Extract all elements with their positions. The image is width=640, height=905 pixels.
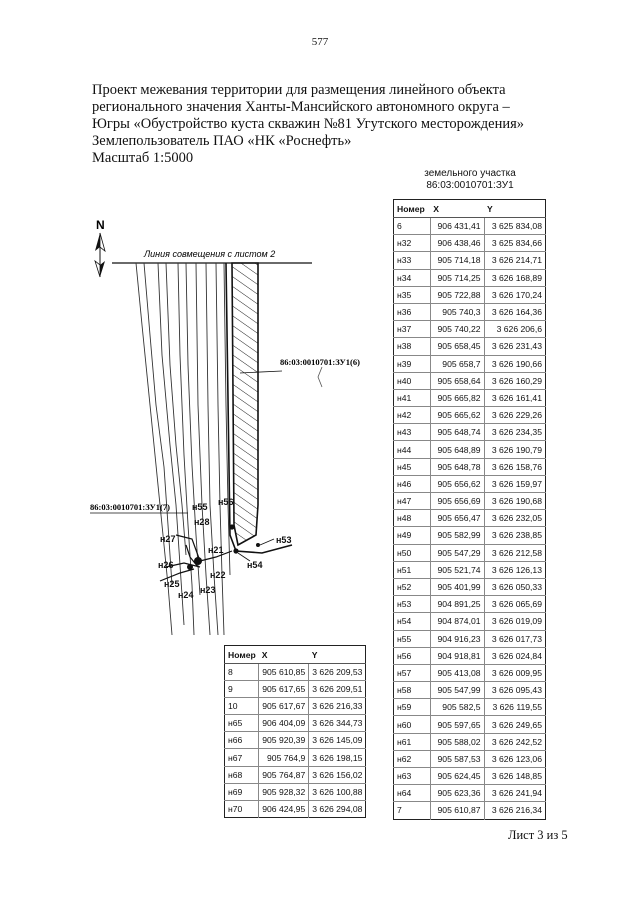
coord-x: 905 722,88 <box>430 286 484 303</box>
point-number: н47 <box>394 493 431 510</box>
coord-x: 905 764,9 <box>259 749 309 766</box>
coord-y: 3 626 148,85 <box>484 768 545 785</box>
point-number: н55 <box>394 630 431 647</box>
coord-y: 3 626 050,33 <box>484 578 545 595</box>
coord-y: 3 626 209,51 <box>309 681 366 698</box>
table-row <box>394 269 546 286</box>
coord-x: 904 874,01 <box>430 613 484 630</box>
table-row <box>394 372 546 389</box>
coord-x: 905 587,53 <box>430 750 484 767</box>
point-number: н69 <box>225 783 259 800</box>
table-row <box>394 596 546 613</box>
coord-x: 906 438,46 <box>430 235 484 252</box>
coord-y: 3 626 216,33 <box>309 698 366 715</box>
point-number: н70 <box>225 800 259 817</box>
coord-x: 904 916,23 <box>430 630 484 647</box>
coord-x: 904 891,25 <box>430 596 484 613</box>
coord-y: 3 626 170,24 <box>484 286 545 303</box>
coord-y: 3 626 145,09 <box>309 732 366 749</box>
coord-y: 3 625 834,66 <box>484 235 545 252</box>
coord-y: 3 626 160,29 <box>484 372 545 389</box>
coord-y: 3 626 242,52 <box>484 733 545 750</box>
table-row <box>394 475 546 492</box>
coord-y: 3 626 126,13 <box>484 561 545 578</box>
table-row <box>394 355 546 372</box>
point-number: н58 <box>394 682 431 699</box>
point-number: н59 <box>394 699 431 716</box>
point-number: н54 <box>394 613 431 630</box>
coord-y: 3 626 159,97 <box>484 475 545 492</box>
land-user-line: Землепользователь ПАО «НК «Роснефть» <box>92 133 352 149</box>
point-number: н53 <box>394 596 431 613</box>
coord-y: 3 626 238,85 <box>484 527 545 544</box>
point-number: н42 <box>394 407 431 424</box>
coord-y: 3 626 123,06 <box>484 750 545 767</box>
coord-x: 905 582,99 <box>430 527 484 544</box>
north-label: N <box>96 218 105 232</box>
coord-x: 905 714,25 <box>430 269 484 286</box>
coord-x: 905 656,62 <box>430 475 484 492</box>
point-number: н46 <box>394 475 431 492</box>
title-line: Проект межевания территории для размещения линейного объекта <box>92 82 506 98</box>
coord-x: 905 401,99 <box>430 578 484 595</box>
table-row <box>394 768 546 785</box>
point-number: н67 <box>225 749 259 766</box>
table-row <box>394 252 546 269</box>
table-row <box>394 407 546 424</box>
coord-y: 3 626 009,95 <box>484 664 545 681</box>
table-row <box>394 716 546 733</box>
main-coordinates-table <box>393 199 546 820</box>
coord-x: 905 920,39 <box>259 732 309 749</box>
coord-y: 3 626 214,71 <box>484 252 545 269</box>
coord-y: 3 626 119,55 <box>484 699 545 716</box>
point-label: н27 <box>160 534 176 544</box>
point-number: 7 <box>394 802 431 819</box>
coord-x: 905 658,64 <box>430 372 484 389</box>
point-number: 6 <box>394 218 431 235</box>
point-number: н36 <box>394 303 431 320</box>
coord-y: 3 625 834,08 <box>484 218 545 235</box>
table-row <box>394 578 546 595</box>
point-number: н33 <box>394 252 431 269</box>
table-row <box>225 732 366 749</box>
coord-x: 905 648,89 <box>430 441 484 458</box>
table-row <box>394 527 546 544</box>
table-row <box>394 458 546 475</box>
coord-y: 3 626 190,68 <box>484 493 545 510</box>
point-number: н51 <box>394 561 431 578</box>
coord-y: 3 626 216,34 <box>484 802 545 819</box>
point-number: н38 <box>394 338 431 355</box>
coord-y: 3 626 232,05 <box>484 510 545 527</box>
table-row <box>394 493 546 510</box>
coord-x: 905 617,65 <box>259 681 309 698</box>
table-header-row <box>394 200 546 218</box>
coord-x: 905 547,99 <box>430 682 484 699</box>
coord-x: 905 665,62 <box>430 407 484 424</box>
cadastral-map <box>60 205 370 645</box>
point-number: н48 <box>394 510 431 527</box>
table-row <box>394 321 546 338</box>
point-number: 8 <box>225 664 259 681</box>
parcel-label-7: 86:03:0010701:ЗУ1(7) <box>90 502 170 512</box>
coord-y: 3 626 198,15 <box>309 749 366 766</box>
page-number: 577 <box>311 36 329 48</box>
scale-line: Масштаб 1:5000 <box>92 150 194 166</box>
coord-y: 3 626 249,65 <box>484 716 545 733</box>
table-header-row <box>225 646 366 664</box>
point-number: н32 <box>394 235 431 252</box>
coord-x: 905 656,69 <box>430 493 484 510</box>
coord-y: 3 626 100,88 <box>309 783 366 800</box>
extra-coordinates-table <box>224 645 366 818</box>
coord-x: 906 431,41 <box>430 218 484 235</box>
header-x: X <box>259 646 309 664</box>
point-number: н41 <box>394 389 431 406</box>
point-number: н43 <box>394 424 431 441</box>
point-number: н64 <box>394 785 431 802</box>
point-number: н45 <box>394 458 431 475</box>
coord-x: 905 582,5 <box>430 699 484 716</box>
table-row <box>394 785 546 802</box>
table-row <box>394 424 546 441</box>
table-row <box>394 338 546 355</box>
header-x: X <box>430 200 484 218</box>
point-number: н57 <box>394 664 431 681</box>
point-number: н56 <box>394 647 431 664</box>
coord-x: 905 658,45 <box>430 338 484 355</box>
parcel-caption-line: земельного участка <box>424 168 516 179</box>
coord-x: 905 617,67 <box>259 698 309 715</box>
coord-x: 905 547,29 <box>430 544 484 561</box>
point-number: н66 <box>225 732 259 749</box>
coord-x: 905 610,87 <box>430 802 484 819</box>
point-number: н37 <box>394 321 431 338</box>
point-label: н24 <box>178 590 194 600</box>
table-row <box>394 802 546 819</box>
point-label: н54 <box>247 560 263 570</box>
point-number: н39 <box>394 355 431 372</box>
coord-x: 906 424,95 <box>259 800 309 817</box>
point-number: н60 <box>394 716 431 733</box>
point-label: н22 <box>210 570 226 580</box>
coord-x: 904 918,81 <box>430 647 484 664</box>
north-arrow-icon <box>95 233 105 277</box>
coord-y: 3 626 229,26 <box>484 407 545 424</box>
coord-y: 3 626 190,79 <box>484 441 545 458</box>
coord-x: 905 764,87 <box>259 766 309 783</box>
coord-y: 3 626 241,94 <box>484 785 545 802</box>
point-number: н63 <box>394 768 431 785</box>
sheet-footer: Лист 3 из 5 <box>508 828 568 842</box>
coord-x: 905 624,45 <box>430 768 484 785</box>
point-number: н50 <box>394 544 431 561</box>
coord-x: 905 740,22 <box>430 321 484 338</box>
coord-y: 3 626 017,73 <box>484 630 545 647</box>
table-row <box>394 664 546 681</box>
coord-y: 3 626 234,35 <box>484 424 545 441</box>
coord-x: 905 928,32 <box>259 783 309 800</box>
coord-x: 905 665,82 <box>430 389 484 406</box>
point-label: н55 <box>192 502 208 512</box>
parcel-caption-line: 86:03:0010701:ЗУ1 <box>426 180 514 191</box>
coord-y: 3 626 161,41 <box>484 389 545 406</box>
coord-y: 3 626 158,76 <box>484 458 545 475</box>
table-row <box>394 510 546 527</box>
point-label: н56 <box>218 497 234 507</box>
point-number: н68 <box>225 766 259 783</box>
point-label: н25 <box>164 579 180 589</box>
table-row <box>394 699 546 716</box>
point-number: н44 <box>394 441 431 458</box>
table-row <box>394 682 546 699</box>
coord-y: 3 626 168,89 <box>484 269 545 286</box>
coord-y: 3 626 344,73 <box>309 715 366 732</box>
point-number: н35 <box>394 286 431 303</box>
header-number: Номер <box>225 646 259 664</box>
table-row <box>394 561 546 578</box>
parcel-hatched-area <box>232 263 258 545</box>
coord-x: 905 714,18 <box>430 252 484 269</box>
point-label: н53 <box>276 535 292 545</box>
coord-x: 905 658,7 <box>430 355 484 372</box>
table-row <box>394 389 546 406</box>
point-number: н40 <box>394 372 431 389</box>
header-y: Y <box>484 200 545 218</box>
coord-y: 3 626 209,53 <box>309 664 366 681</box>
coord-x: 905 588,02 <box>430 733 484 750</box>
table-row <box>394 544 546 561</box>
coord-x: 905 597,65 <box>430 716 484 733</box>
table-row <box>394 286 546 303</box>
table-row <box>225 783 366 800</box>
title-line: Югры «Обустройство куста скважин №81 Угутского месторождения» <box>92 116 525 132</box>
point-number: н49 <box>394 527 431 544</box>
table-row <box>225 766 366 783</box>
coord-x: 905 740,3 <box>430 303 484 320</box>
coord-x: 906 404,09 <box>259 715 309 732</box>
coord-y: 3 626 156,02 <box>309 766 366 783</box>
project-title <box>92 82 562 167</box>
point-label: н28 <box>194 517 210 527</box>
table-row <box>225 681 366 698</box>
point-number: 10 <box>225 698 259 715</box>
coord-y: 3 626 212,58 <box>484 544 545 561</box>
coord-x: 905 656,47 <box>430 510 484 527</box>
coord-x: 905 610,85 <box>259 664 309 681</box>
table-row <box>394 441 546 458</box>
table-row <box>394 218 546 235</box>
table-row <box>394 613 546 630</box>
table-row <box>394 647 546 664</box>
header-number: Номер <box>394 200 431 218</box>
coord-y: 3 626 164,36 <box>484 303 545 320</box>
table-row <box>225 698 366 715</box>
parcel-caption <box>395 168 545 192</box>
parcel-label-6: 86:03:0010701:ЗУ1(6) <box>280 357 360 367</box>
title-line: регионального значения Ханты-Мансийского автономного округа – <box>92 99 510 115</box>
table-row <box>394 733 546 750</box>
table-row <box>394 303 546 320</box>
coord-x: 905 648,74 <box>430 424 484 441</box>
table-row <box>225 715 366 732</box>
coord-y: 3 626 024,84 <box>484 647 545 664</box>
coord-x: 905 413,08 <box>430 664 484 681</box>
header-y: Y <box>309 646 366 664</box>
table-row <box>394 630 546 647</box>
coord-y: 3 626 190,66 <box>484 355 545 372</box>
table-row <box>225 749 366 766</box>
coord-y: 3 626 294,08 <box>309 800 366 817</box>
coord-x: 905 648,78 <box>430 458 484 475</box>
junction-line-label: Линия совмещения с листом 2 <box>144 249 276 259</box>
coord-y: 3 626 019,09 <box>484 613 545 630</box>
table-row <box>225 800 366 817</box>
point-label: н21 <box>208 545 224 555</box>
table-row <box>394 750 546 767</box>
point-label: н26 <box>158 560 174 570</box>
point-number: н65 <box>225 715 259 732</box>
point-number: н62 <box>394 750 431 767</box>
coord-y: 3 626 231,43 <box>484 338 545 355</box>
point-label: н23 <box>200 585 216 595</box>
coord-x: 905 521,74 <box>430 561 484 578</box>
table-row <box>225 664 366 681</box>
point-number: 9 <box>225 681 259 698</box>
point-number: н34 <box>394 269 431 286</box>
point-number: н61 <box>394 733 431 750</box>
point-number: н52 <box>394 578 431 595</box>
coord-y: 3 626 206,6 <box>484 321 545 338</box>
coord-y: 3 626 095,43 <box>484 682 545 699</box>
coord-x: 905 623,36 <box>430 785 484 802</box>
table-row <box>394 235 546 252</box>
coord-y: 3 626 065,69 <box>484 596 545 613</box>
